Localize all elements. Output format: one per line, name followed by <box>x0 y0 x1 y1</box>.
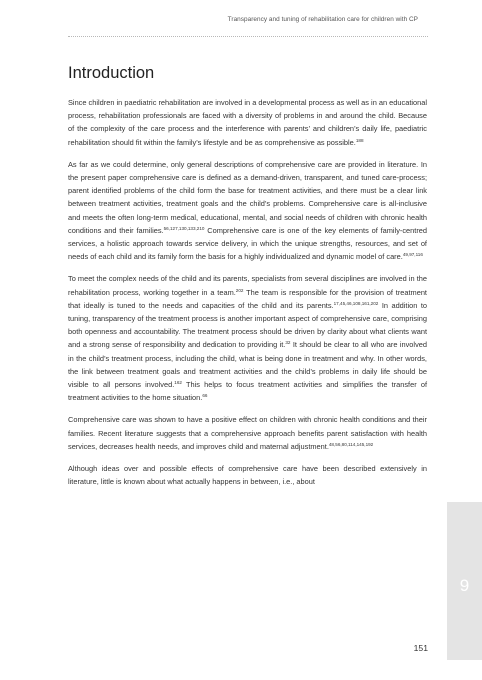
paragraph-3: To meet the complex needs of the child and its parents, specialists from several disciplines are involved in the rehabilitation process, working together in a team.$^{202}$ The team is responsible for the provision of treatment that ideally is tuned to the needs and capacities of the child and its parents.$^{17,45,46,108,161,202}$ In addition to tuning, transparency of the treatment process is another important aspect of comprehensive care, comprising both openness and accountability. The treatment process should be driven by clarity about what clients want and a strong sense of responsibility and dedication to providing it.$^{32}$ It should be clear to all who are involved in the child’s treatment process, including the child, what is being done in treatment and why. In other words, the link between treatment goals and treatment activities and the child’s problems in daily life should be visible to all persons involved.$^{162}$ This helps to focus treatment activities and simplifies the transfer of treatment activities to the home situation.$^{66}$ <box>68 274 427 403</box>
citation: 49,97,116 <box>402 252 423 258</box>
citation: 188 <box>355 137 364 143</box>
page-number: 151 <box>413 643 428 653</box>
section-heading: Introduction <box>68 64 155 82</box>
body-text <box>68 96 427 497</box>
citation: 162 <box>174 380 182 386</box>
paragraph-2: As far as we could determine, only general descriptions of comprehensive care are provided in literature. In the present paper comprehensive care is defined as a demand-driven, transparent, and tuned care-process; parent identified problems of the child form the base for treatment activities, and there must be a clear link between treatment activities, treatment goals and the child’s problems. Comprehensive care is all-inclusive and meets the often long-term medical, educational, mental, and social needs of children with chronic health conditions and their families.$^{56,127,130,133,210}$ Comprehensive care is one of the key elements of family-centred services, a holistic approach towards service delivery, in which the unique strengths, resources, and set of needs of each child and its family form the basis for a highly individualized and dynamic model of care.$^{49,97,116}$ <box>68 159 427 262</box>
chapter-number: 9 <box>459 576 470 595</box>
citation: 66 <box>202 393 208 399</box>
paragraph-5: Although ideas over and possible effects of comprehensive care have been described extensively in literature, little is known about what actually happens in between, i.e., about <box>68 464 427 487</box>
citation: 202 <box>235 287 244 293</box>
citation: 32 <box>285 340 291 346</box>
citation: 17,45,46,108,161,202 <box>333 300 379 306</box>
chapter-tab <box>447 502 482 660</box>
citation: 48,56,80,114,145,192 <box>328 441 374 447</box>
running-header: Transparency and tuning of rehabilitation care for children with CP <box>227 16 418 23</box>
paragraph-4: Comprehensive care was shown to have a positive effect on children with chronic health conditions and their families. Recent literature suggests that a comprehensive approach benefits parent satisfaction with health services, decreases health needs, and improves child and maternal adjustment.$^{48,56,80,114,145,192}$ <box>68 415 427 451</box>
paragraph-1: Since children in paediatric rehabilitation are involved in a developmental process as well as in an educational process, rehabilitation professionals are faced with a diversity of problems in and around the child. Because of the complexity of the care process and the interference with parents’ and children’s daily life, paediatric rehabilitation should fit within the family’s lifestyle and be as comprehensive as possible.$^{188}$ <box>68 98 427 147</box>
header-divider <box>68 36 428 37</box>
citation: 56,127,130,133,210 <box>163 225 205 231</box>
